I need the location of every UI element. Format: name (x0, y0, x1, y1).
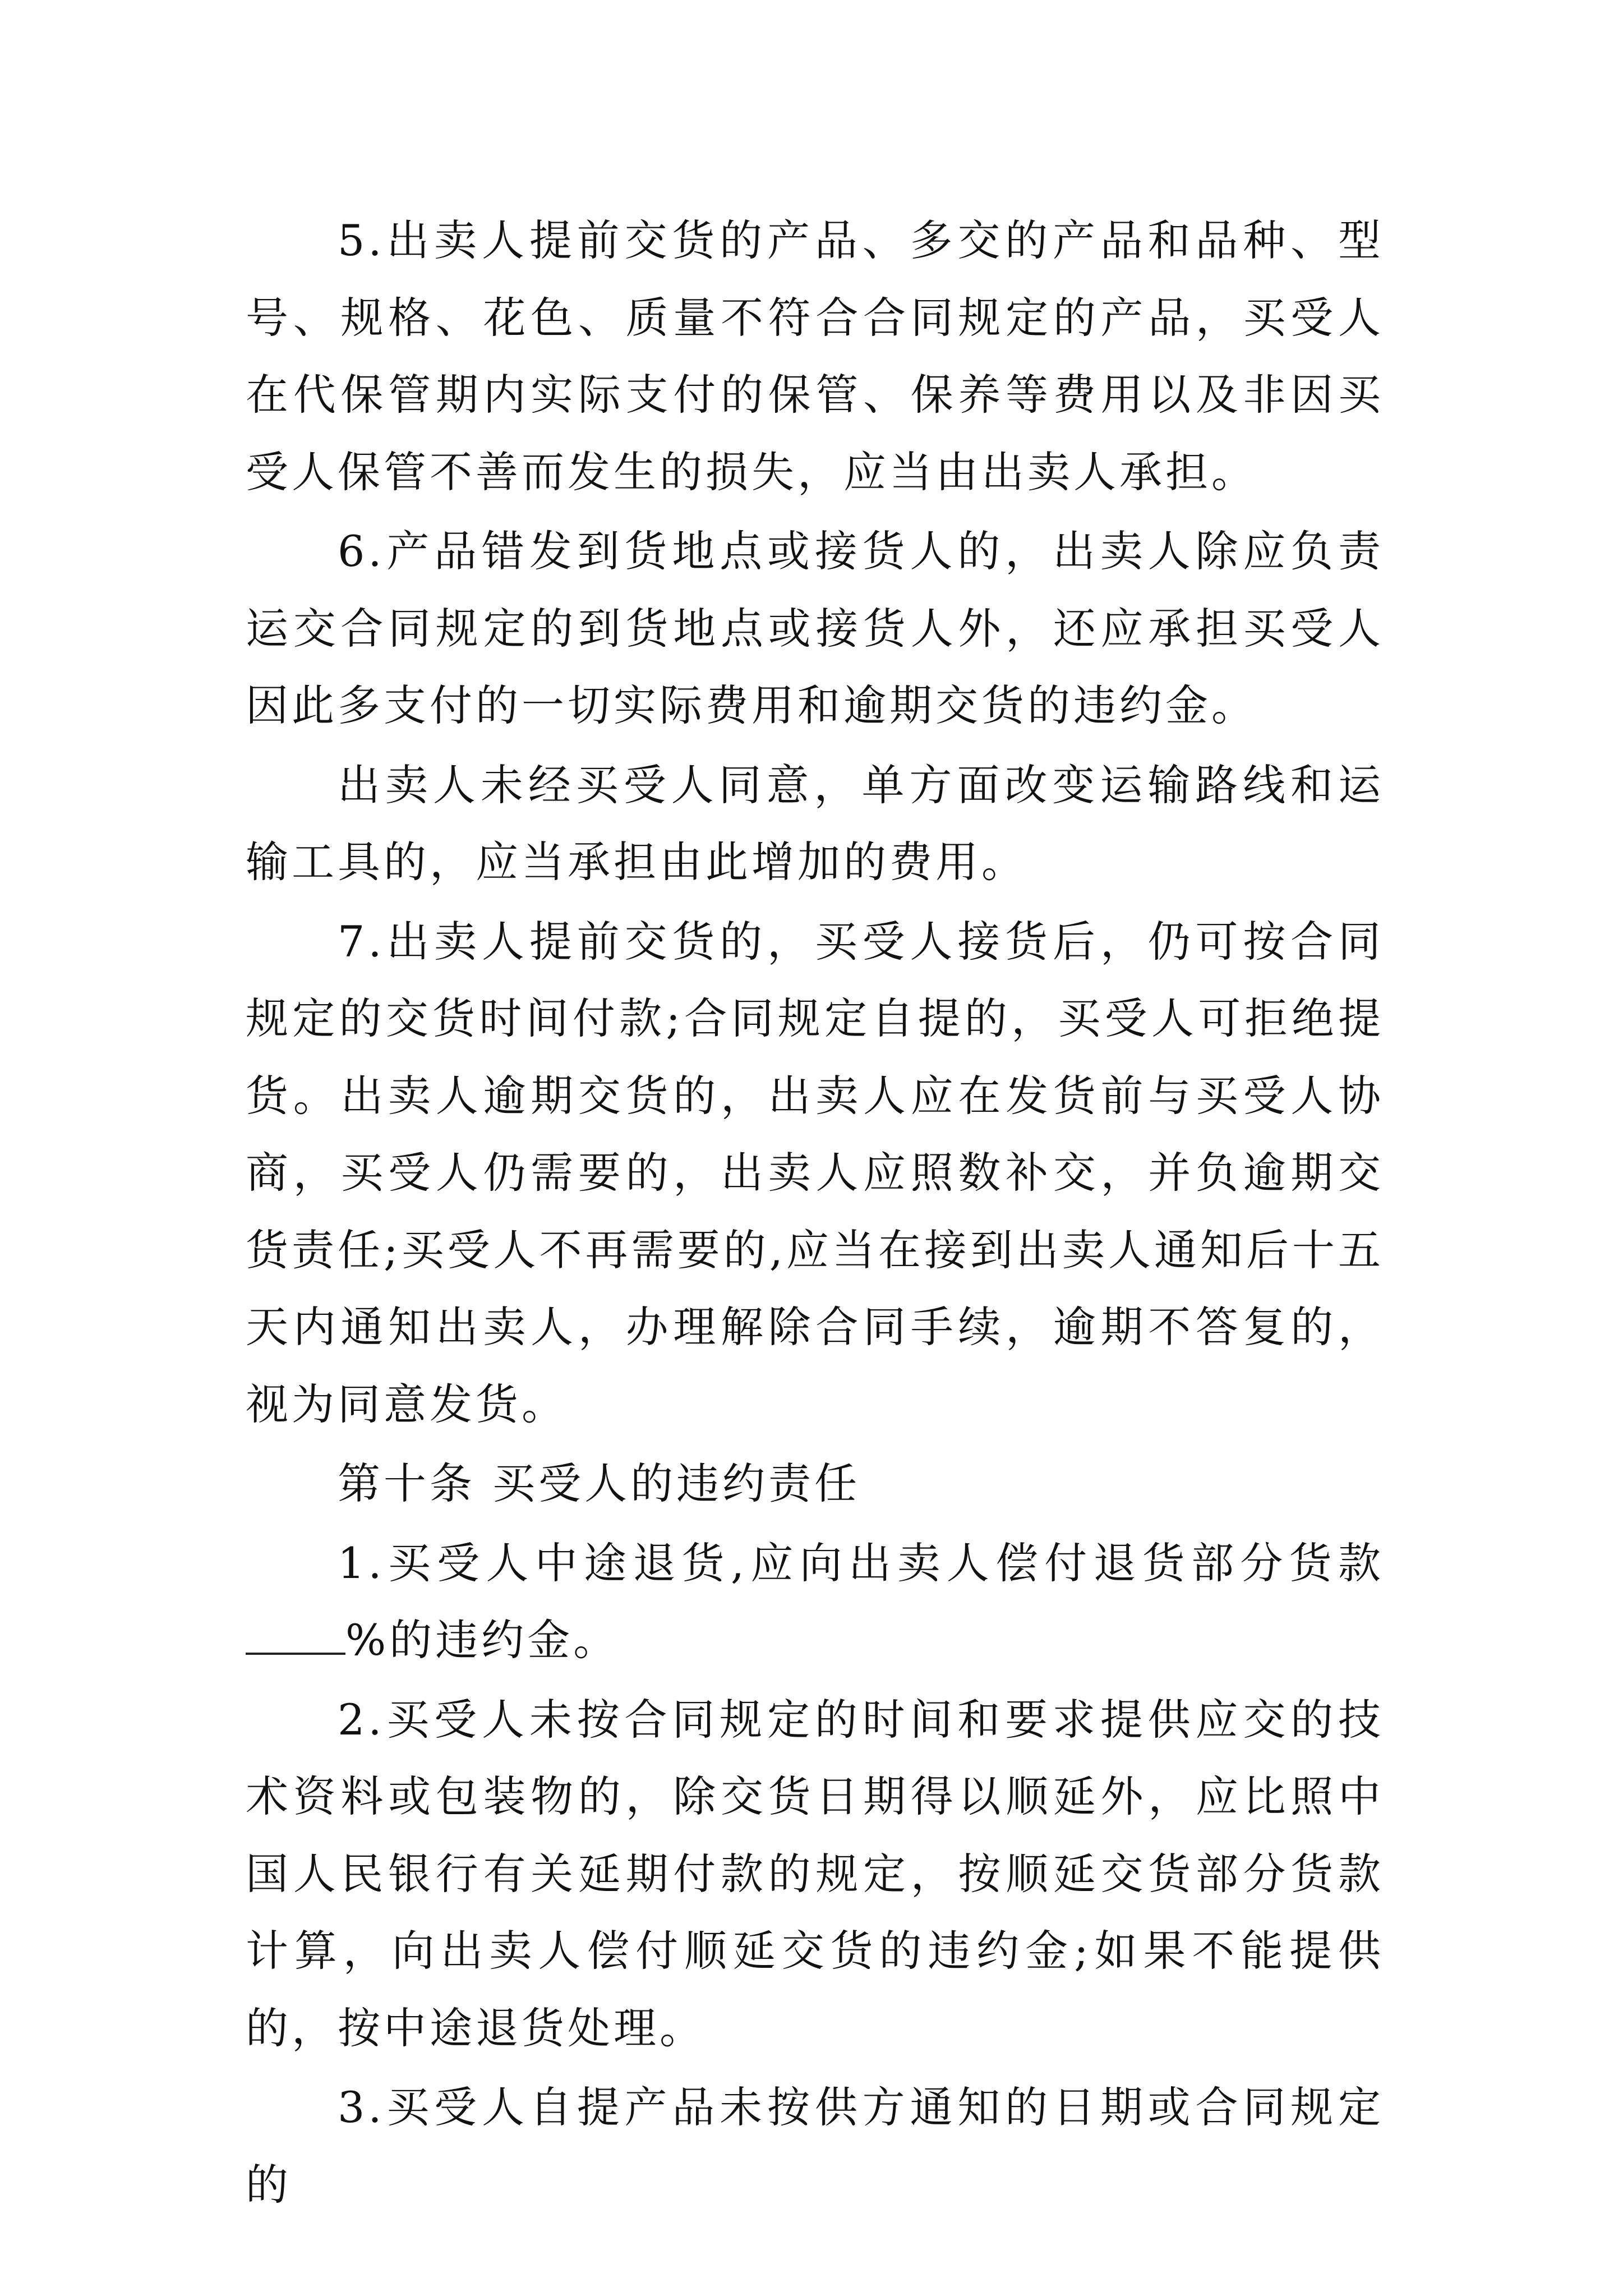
clause-1-text-after: %的违约金。 (345, 1615, 620, 1665)
document-body (246, 202, 1384, 2223)
paragraph-route-change: 出卖人未经买受人同意，单方面改变运输路线和运输工具的，应当承担由此增加的费用。 (246, 760, 1384, 887)
fill-in-blank (246, 1617, 345, 1655)
paragraph-buyer-clause-3: 3.买受人自提产品未按供方通知的日期或合同规定的 (246, 2082, 1384, 2210)
paragraph-clause-7: 7.出卖人提前交货的，买受人接货后，仍可按合同规定的交货时间付款;合同规定自提的，买受人可拒绝提货。出卖人逾期交货的，出卖人应在发货前与买受人协商，买受人仍需要的，出卖人应照数补交，并负逾期交货责任;买受人不再需要的,应当在接到出卖人通知后十五天内通知出卖人，办理解除合同手续，逾期不答复的，视为同意发货。 (246, 916, 1384, 1429)
paragraph-buyer-clause-2: 2.买受人未按合同规定的时间和要求提供应交的技术资料或包装物的，除交货日期得以顺延外，应比照中国人民银行有关延期付款的规定，按顺延交货部分货款计算，向出卖人偿付顺延交货的违约金;如果不能提供的，按中途退货处理。 (246, 1694, 1384, 2053)
paragraph-clause-5: 5.出卖人提前交货的产品、多交的产品和品种、型号、规格、花色、质量不符合合同规定的产品，买受人在代保管期内实际支付的保管、保养等费用以及非因买受人保管不善而发生的损失，应当由出卖人承担。 (246, 215, 1384, 497)
section-heading-article-10: 第十条 买受人的违约责任 (338, 1458, 861, 1508)
paragraph-buyer-clause-1 (246, 1525, 1384, 1679)
clause-1-text-before: 1.买受人中途退货,应向出卖人偿付退货部分货款 (338, 1538, 1384, 1588)
paragraph-clause-6: 6.产品错发到货地点或接货人的，出卖人除应负责运交合同规定的到货地点或接货人外，还应承担买受人因此多支付的一切实际费用和逾期交货的违约金。 (246, 526, 1384, 730)
